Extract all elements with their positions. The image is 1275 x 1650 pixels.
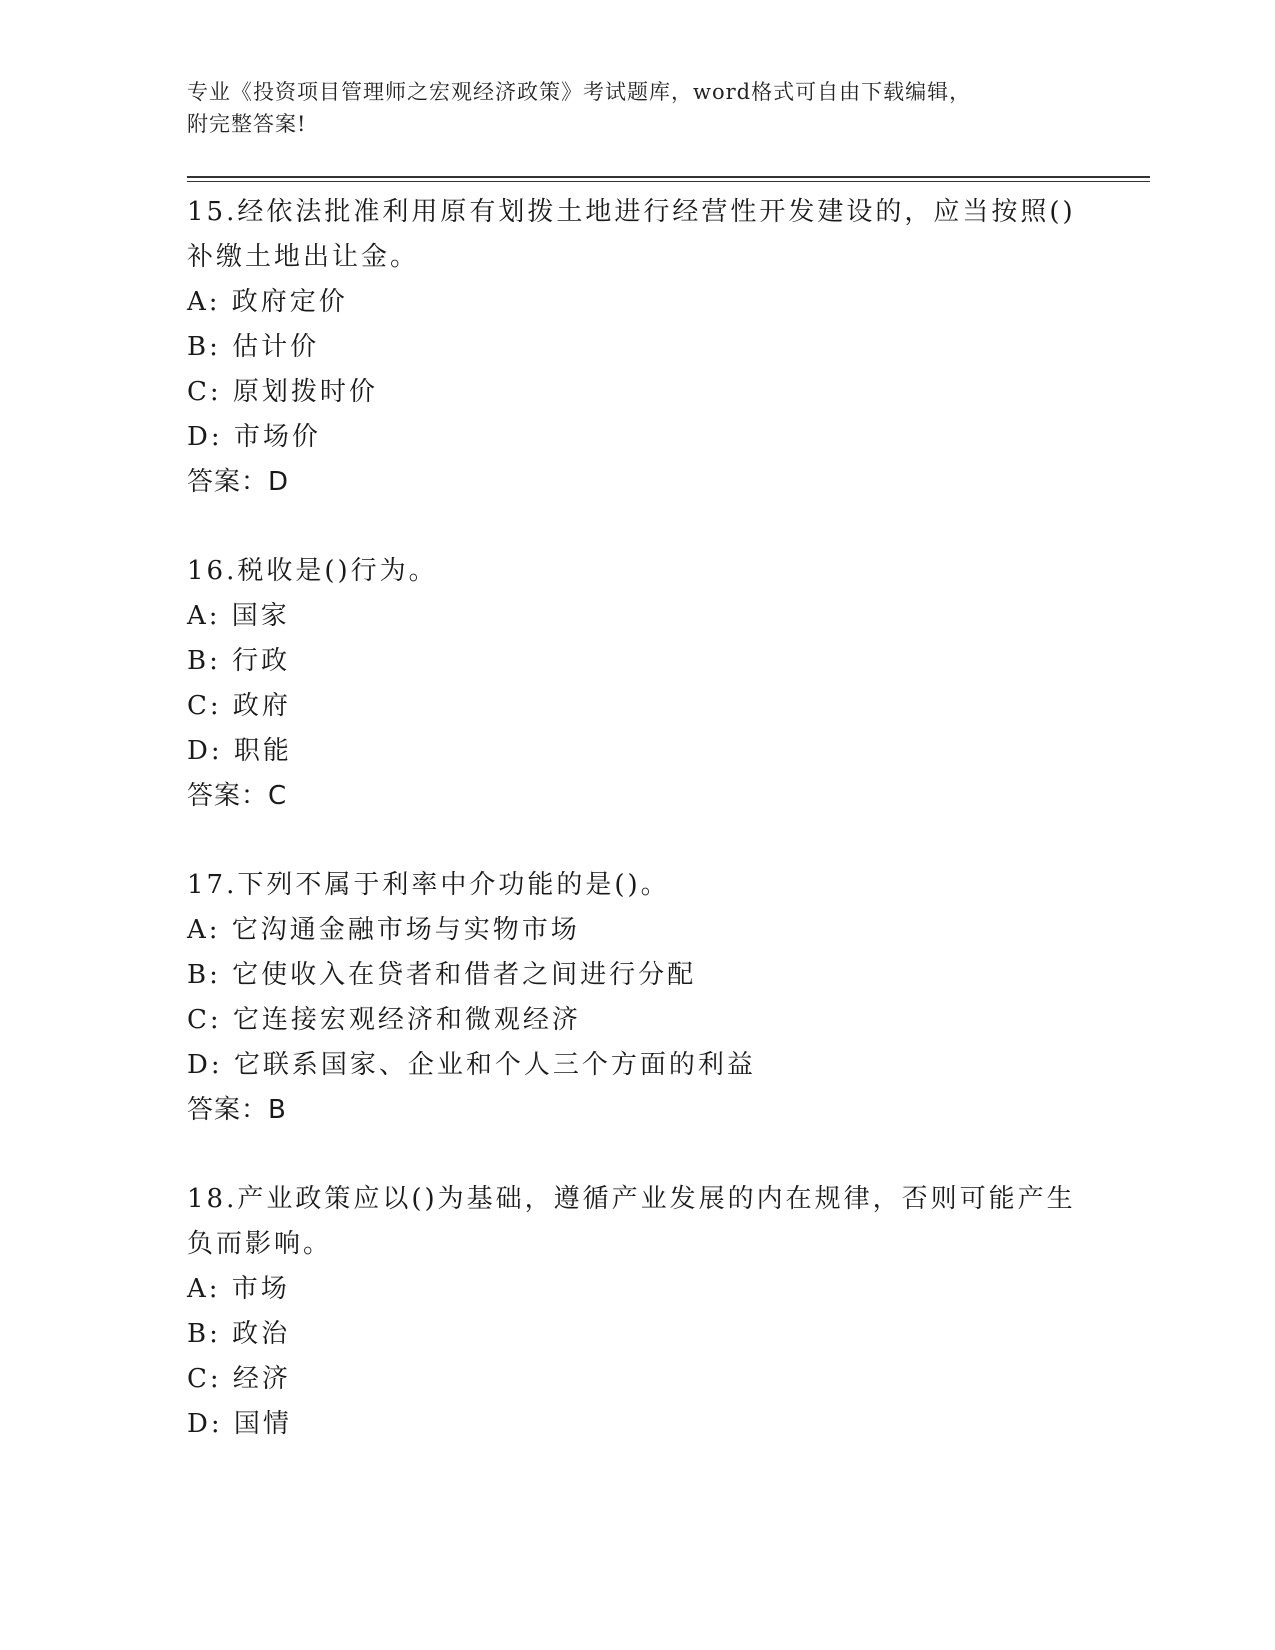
answer-line: 答案：C [187,781,288,811]
question-16 [187,549,1087,819]
stem-line: 补缴土地出让金。 [187,242,420,272]
header-line-1: 专业《投资项目管理师之宏观经济政策》考试题库，word格式可自由下载编辑， [187,80,972,104]
header-divider-thick [187,176,1150,178]
question-stem [187,190,1087,280]
question-list [187,190,1087,1491]
option-c: C: 原划拨时价 [187,377,378,407]
question-stem [187,549,1087,594]
option-c: C: 政府 [187,691,291,721]
document-header [187,76,1087,140]
option-d: D: 它联系国家、企业和个人三个方面的利益 [187,1050,756,1080]
answer-line: 答案：D [187,467,290,497]
option-a: A: 市场 [187,1274,290,1304]
question-15 [187,190,1087,505]
answer-line: 答案：B [187,1095,287,1125]
stem-line: 16.税收是()行为。 [187,556,438,586]
question-18 [187,1177,1087,1447]
option-b: B: 它使收入在贷者和借者之间进行分配 [187,960,697,990]
option-b: B: 政治 [187,1319,291,1349]
question-stem [187,863,1087,908]
option-c: C: 它连接宏观经济和微观经济 [187,1005,581,1035]
stem-line: 18.产业政策应以()为基础，遵循产业发展的内在规律，否则可能产生 [187,1184,1076,1214]
option-a: A: 国家 [187,601,290,631]
question-stem [187,1177,1087,1267]
stem-line: 17.下列不属于利率中介功能的是()。 [187,870,670,900]
question-17 [187,863,1087,1133]
option-c: C: 经济 [187,1364,291,1394]
stem-line: 负而影响。 [187,1229,333,1259]
option-a: A: 政府定价 [187,287,348,317]
option-d: D: 市场价 [187,422,321,452]
option-d: D: 国情 [187,1409,292,1439]
option-b: B: 估计价 [187,332,320,362]
option-a: A: 它沟通金融市场与实物市场 [187,915,580,945]
option-b: B: 行政 [187,646,291,676]
header-divider-thin [187,181,1150,182]
stem-line: 15.经依法批准利用原有划拨土地进行经营性开发建设的，应当按照() [187,197,1076,227]
option-d: D: 职能 [187,736,292,766]
header-line-2: 附完整答案! [187,112,307,136]
